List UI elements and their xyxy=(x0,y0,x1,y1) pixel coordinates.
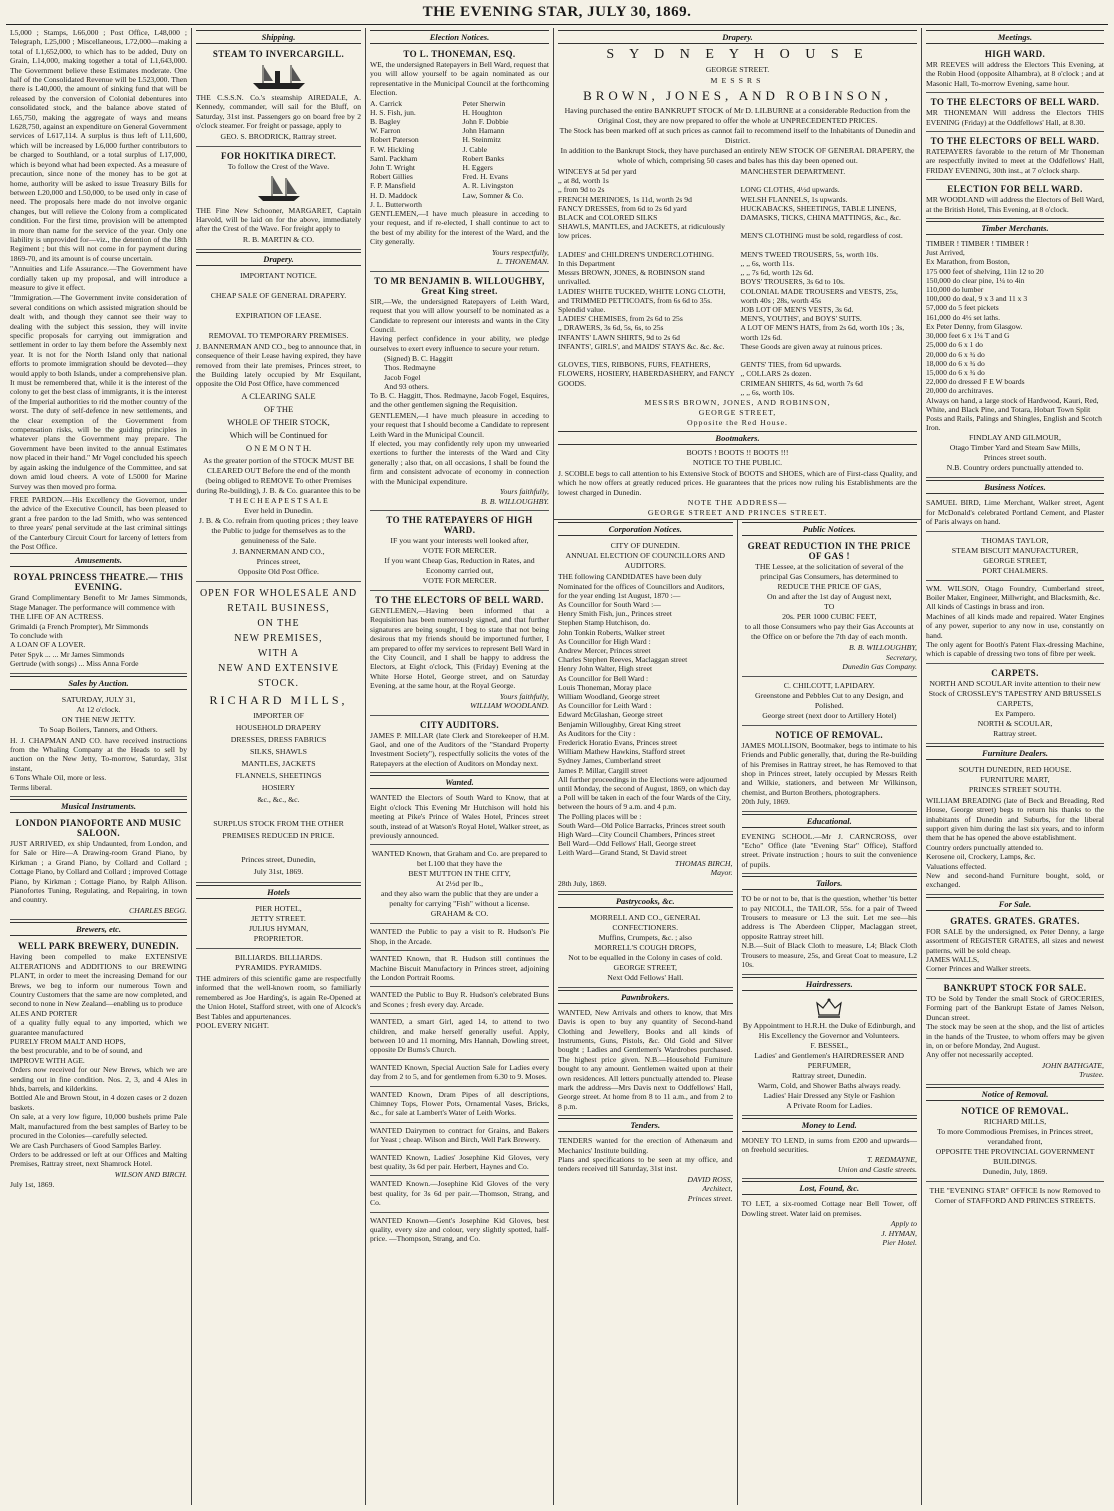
meeting-ad xyxy=(926,134,1104,180)
mercer-ad xyxy=(370,513,549,591)
columns xyxy=(6,28,1108,1505)
ad-heading: STEAM TO INVERCARGILL. xyxy=(212,49,345,59)
section-title-bootmakers: Bootmakers. xyxy=(558,431,917,445)
steamer-ad xyxy=(196,47,361,147)
money-ad xyxy=(742,1135,918,1180)
column-6 xyxy=(922,28,1108,1505)
ad-body: TENDERS wanted for the erection of Athenæum and Mechanics' Institute building. Plans and specifications to be seen at my office, and tenders received till Saturday, 31st inst. xyxy=(558,1136,733,1174)
timber-ad xyxy=(926,238,1104,478)
business-ad xyxy=(926,497,1104,531)
ad-body: By Appointment to H.R.H. the Duke of Edinburgh, and His Excellency the Governor and Volunteers. F. BESSEL, Ladies' and Gentlemen's HAIRDRESSER AND PERFUMER, Rattray street, Dunedin. Warm, Cold, and Shower Baths always ready. Ladies' Hair Dressed any Style or Fashion A Private Room for Ladies. xyxy=(742,1020,916,1110)
ad-body: WANTED Known, that Graham and Co. are prepared to bet L100 that they have the BEST MUTTON IN THE CITY, At 2½d per lb., and they also warn the public that they are under a penalty for carrying "Fish" without a license. GRAHAM & CO. xyxy=(371,849,548,919)
ad-heading: BANKRUPT STOCK FOR SALE. xyxy=(943,982,1087,993)
section-title-tailors: Tailors. xyxy=(742,876,918,890)
ad-body: WANTED, New Arrivals and others to know, that Mrs Davis is open to buy any quantity of Second-hand Clothing and Jewellery, Books and all kinds of Instruments, Guns, Pistols, &c. Old Gold and Silver bought ; Ladies and Gentlemen's Wardrobes purchased. The highest price given. N.B.—Household Furniture bought to any amount. Gentlemen waited upon at their own residences. All letters punctually attended to. Please mark the address—Mrs Davis next to Oddfellows' Hall, George street. At home from 8 to 11 a.m., and from 2 to 8 p.m. xyxy=(558,1007,733,1111)
ad-body: FOR SALE by the undersigned, ex Peter Denny, a large assortment of REGISTER GRATES, all sizes and newest patterns, will be sold cheap. JAMES WALLS, Corner Princes and Walker streets. xyxy=(926,926,1104,974)
wanted-ad xyxy=(370,847,549,924)
section-title-tenders: Tenders. xyxy=(558,1118,733,1132)
section-title-timber: Timber Merchants. xyxy=(926,221,1104,235)
column-2 xyxy=(192,28,366,1505)
billiards-ad xyxy=(196,951,361,1034)
ad-addressee: To B. C. Haggitt, Thos. Redmayne, Jacob Fogel, Esquires, and the other gentlemen signing the Requisition. xyxy=(370,390,549,410)
ad-signature: WILSON AND BIRCH. xyxy=(114,1169,187,1179)
wanted-ad xyxy=(370,926,549,951)
ad-heading: TO THE RATEPAYERS OF HIGH WARD. xyxy=(386,515,533,535)
ad-heading: SATURDAY, JULY 31, At 12 o'clock. ON THE NEW JETTY. To Soap Boilers, Tanners, and Others. xyxy=(39,694,158,734)
pier-hotel-ad xyxy=(196,902,361,949)
wanted-ad xyxy=(370,1016,549,1060)
ad-subheading: To follow the Crest of the Wave. xyxy=(227,161,330,171)
column-5 xyxy=(738,520,922,1505)
furniture-ad xyxy=(926,763,1104,895)
ad-body: THE admirers of this scientific game are respectfully informed that the well-known room, so familiarly remembered as Joe Harding's, is again Re-Opened at the Union Hotel, Stafford street, with one of Alcock's Best Tables and appurtenances. POOL EVERY NIGHT. xyxy=(196,973,361,1030)
ad-heading: GRATES. GRATES. GRATES. xyxy=(950,915,1080,926)
ad-list: IMPORTER OF HOUSEHOLD DRAPERY DRESSES, DRESS FABRICS SILKS, SHAWLS MANTLES, JACKETS FLANNELS, SHEETINGS HOSIERY &c., &c., &c. SURPLUS STOCK FROM THE OTHER PREMISES REDUCED IN PRICE. Princes street, Dunedin, July 31st, 1869. xyxy=(213,710,344,876)
auction-ad xyxy=(10,693,187,797)
section-title-brewers: Brewers, etc. xyxy=(10,922,187,936)
news-paragraph: L5,000 ; Stamps, L66,000 ; Post Office, L48,000 ; Telegraph, L25,000 ; Miscellaneous, L72,000—making a total of L1,652,000, to which has to be added, Duty on Grain, L14,000, making together a total of L1,643,000. The Government believe these Estimates moderate. One half of the Consolidated Revenue will be L523,000. Then there is L40,000, the amount of sinking fund that will be released by the conversion of Colonial debentures into consolidated stock, and the balance above stated of L65,750, making the aggregate of ways and means L628,750, against an expenditure on General Government services of L617,114. A surplus is thus left of L11,600, which will be increased by L6,000 further contributors to be charged to Southland, or a total surplus of L17,000, which is beyond what had been expected. As a measure of precaution, since none of the money has to be got at home, authority will be asked to issue Treasury Bills for between L20,000 and L50,000, to be used only in case of need. The proposals here made do not involve organic changes, but will relieve the Colony from a complicated condition. For the first time, provision will be attempted in more than name for the service of the year. Only one liability is unprovided for—viz., the detention of the 18th Regiment ; but this will not come in for payment during 1869-70, and its amount is of course uncertain. xyxy=(10,28,187,263)
column-3 xyxy=(366,28,554,1505)
ad-heading: BOOTS ! BOOTS !! BOOTS !!! NOTICE TO THE PUBLIC. xyxy=(686,448,789,468)
ad-signature: T. REDMAYNE, Union and Castle streets. xyxy=(838,1155,917,1174)
ad-signature: Apply to J. HYMAN, Pier Hotel. xyxy=(881,1219,917,1248)
ad-heading: GREAT REDUCTION IN THE PRICE OF GAS ! xyxy=(747,541,911,562)
ad-body: THE Lessee, at the solicitation of several of the principal Gas Consumers, has determined to REDUCE THE PRICE OF GAS, On and after the 1st day of August next, TO 20s. PER 1000 CUBIC FEET, to all those Consumers who pay their Gas Accounts at the Office on or before the 7th day of each month. xyxy=(744,562,914,642)
hairdresser-ad xyxy=(742,994,918,1116)
thoneman-requisition xyxy=(370,47,549,272)
ad-address: NOTE THE ADDRESS— GEORGE STREET AND PRINCES STREET. xyxy=(647,498,828,518)
signatory-lists xyxy=(370,99,549,209)
price-list: MANCHESTER DEPARTMENT. LONG CLOTHS, 4½d upwards. WELSH FLANNELS, 1s upwards. HUCKABACKS, SHEETINGS, TABLE LINENS, DAMASKS, TICKS, CHINA MATTINGS, &c., &c. MEN'S CLOTHING must be sold, regardless of cost. MEN'S TWEED TROUSERS, 5s, worth 10s. ,, ,, 6s, worth 11s. ,, ,, 7s 6d, worth 12s 6d. BOYS' TROUSERS, 3s 6d to 10s. COLONIAL MADE TROUSERS and VESTS, 25s, worth 40s ; 28s, worth 45s JOB LOT OF MEN'S VESTS, 3s 6d. MEN'S, YOUTHS', and BOYS' SUITS. A LOT OF MEN'S HATS, from 2s 6d, worth 10s ; 3s, worth 12s 6d. These Goods are given away at ruinous prices. GENTS' TIES, from 6d upwards. ,, COLLARS 2s dozen. CRIMEAN SHIRTS, 4s 6d, worth 7s 6d ,, ,, 6s, worth 10s. xyxy=(740,167,905,397)
ad-body: WANTED Known.—Josephine Kid Gloves of the very best quality, for 3s 6d per pair.—Thomson, Strang, and Co. xyxy=(370,1179,549,1208)
signatory-list: (Signed) B. C. Haggitt Thos. Redmayne Jacob Fogel And 93 others. xyxy=(384,354,453,391)
section-title-pastrycooks: Pastrycooks, &c. xyxy=(558,894,733,908)
meeting-ad xyxy=(926,182,1104,219)
mollison-removal-ad xyxy=(742,728,918,812)
ad-heading: LONDON PIANOFORTE AND MUSIC SALOON. xyxy=(15,818,182,839)
ad-heading: ELECTION FOR BELL WARD. xyxy=(947,184,1083,195)
news-paragraph: FREE PARDON.—His Excellency the Governor, under the advice of the Executive Council, has been pleased to grant a free pardon to the lad Smith, who was sentenced to three years' penal servitude at the last criminal sittings of the Canterbury Circuit Court for larceny of letters from the Post Office. xyxy=(10,492,187,551)
section-title-educational: Educational. xyxy=(742,814,918,828)
ad-body: THE C.S.S.N. Co.'s steamship AIREDALE, A. Kennedy, commander, will sail for the Bluff, on Saturday, 31st inst. Passengers go on board free by 2 o'clock steamer. For freight or passage, apply to xyxy=(196,93,361,131)
news-paragraph: "Immigration.—The Government invite consideration of several conditions on which assisted migration should be dealt with, and though they cannot see their way to dealing with the subject this session, they will invite specific proposals for carrying out immigration and settlement in order to lay them before the Assembly next year. It is not for the North Island only that national efforts to promote immigration should be devoted—they would apply to both Islands, under a comprehensive plan. It must be remembered that, while it is the interest of the colony to get the best class of immigrants, it is the interest of the Imperial authorities to rid the mother country of the worst. The duty of self-defence in new settlements, and the clear exemption of the Government from compensation risks, will be the guiding principles in whatever plans the Government may prepare. The Government have been invited to the annual Estimates now placed in their hand." Mr Vogel concluded his speech by again asking the indulgence of the Committee, and sat down amid loud cheers. A vote of L5000 for Marine Survey was then moved pro forma. xyxy=(10,293,188,491)
wanted-ad xyxy=(370,792,549,845)
ad-heading: HIGH WARD. xyxy=(984,49,1046,59)
ad-heading: S Y D N E Y H O U S E xyxy=(606,47,869,62)
ad-body: PIER HOTEL, JETTY STREET. JULIUS HYMAN, PROPRIETOR. xyxy=(248,903,309,943)
ad-reply: GENTLEMEN,—I have much pleasure in acceding to your request that I should become a Candidate to represent Leith Ward in the Municipal Council. If elected, you may confidently rely upon my unwearied exertions to further the interests of the Ward and City generally ; also that, on all occasions, I shall be found the firm and consistent advocate of economy in connection with the Municipal expenditure. xyxy=(370,410,549,486)
ad-body: MR REEVES will address the Electors This Evening, at the Robin Hood (opposite Alhambra), at 8 o'clock ; and at Masonic Hall, To-morrow Evening, same hour. xyxy=(926,60,1104,88)
section-title-shipping: Shipping. xyxy=(196,30,361,44)
ad-body: WM. WILSON, Otago Foundry, Cumberland street, Boiler Maker, Engineer, Millwright, and Blacksmith, &c. All kinds of Castings in brass and iron. Machines of all kinds made and repaired. Water Engines of any power, superior to any now in use, constantly on hand. The only agent for Booth's Patent Flax-dressing Machine, which is capable of dressing two tons of fibre per week. xyxy=(926,583,1104,659)
ad-body: Having purchased the entire BANKRUPT STOCK of Mr D. LILBURNE at a considerable Reduction from the Original Cost, they are now prepared to offer the whole at UNPRECEDENTED PRICES. The Stock has been marked off at such prices as cannot fail to recommend itself to the Inhabitants of Dunedin and District. In addition to the Bankrupt Stock, they have purchased an entirely NEW STOCK OF GENERAL DRAPERY, the whole of which, comprising 50 cases and bales has this day been opened out. xyxy=(559,106,916,165)
willoughby-requisition xyxy=(370,274,549,511)
ad-heading: WELL PARK BREWERY, DUNEDIN. xyxy=(18,941,179,952)
ad-body: IF you want your interests well looked after, VOTE FOR MERCER. If you want Cheap Gas, Reduction in Rates, and Economy carried out, VOTE FOR MERCER. xyxy=(384,536,535,585)
school-ad xyxy=(742,831,918,875)
section-title-music: Musical Instruments. xyxy=(10,799,187,813)
ad-body: RICHARD MILLS, To more Commodious Premises, in Princes street, verandahed front, OPPOSITE THE PROVINCIAL GOVERNMENT BUILDINGS. Dunedin, July, 1869. xyxy=(935,1116,1095,1176)
business-ad xyxy=(926,534,1104,581)
ad-body: SIR,—We, the undersigned Ratepayers of Leith Ward, request that you will allow yourself to be nominated as a Candidate to represent our interests and wants in the City Council. Having perfect confidence in your ability, we pledge ourselves to exert every influence to secure your return. xyxy=(370,296,549,353)
ad-body: H. J. CHAPMAN AND CO. have received instructions from the Whaling Company at the Heads to sell by auction on the New Jetty, To-morrow, Saturday, 31st instant, 6 Tons Whale Oil, more or less. Terms liberal. xyxy=(10,735,187,792)
ad-body: WANTED the Public to Buy R. Hudson's celebrated Buns and Scones ; fresh every day. Arcade. xyxy=(370,990,549,1009)
price-list: WINCEYS at 5d per yard ,, at 8d, worth 1s ,, from 9d to 2s FRENCH MERINOES, 1s 11d, worth 2s 9d FANCY DRESSES, from 6d to 2s 6d yard BLACK and COLORED SILKS SHAWLS, MANTLES, and JACKETS, at ridiculously low prices. LADIES' and CHILDREN'S UNDERCLOTHING. In this Department Messrs BROWN, JONES, & ROBINSON stand unrivalled. LADIES' WHITE TUCKED, WHITE LONG CLOTH, and TRIMMED PETTICOATS, from 6s 6d to 35s. Splendid value. LADIES' CHEMISES, from 2s 6d to 25s ,, DRAWERS, 3s 6d, 5s, 6s, to 25s INFANTS' LAWN SHIRTS, 9d to 2s 6d INFANTS', GIRLS', and MAIDS' STAYS &c. &c. &c. GLOVES, TIES, RIBBONS, FURS, FEATHERS, FLOWERS, HOSIERY, HABERDASHERY, and FANCY GOODS. xyxy=(558,167,735,388)
ad-body: WANTED Known, Special Auction Sale for Ladies every day from 2 to 5, and for gentlemen from 6.30 to 9. Moses. xyxy=(370,1062,549,1082)
ad-signature: GEO. S. BRODRICK, Rattray street. xyxy=(220,131,337,141)
ad-body: NORTH AND SCOULAR invite attention to their new Stock of CROSSLEY'S TAPESTRY AND BRUSSELS CARPETS, Ex Pampero. NORTH & SCOULAR, Rattray street. xyxy=(928,678,1102,738)
section-title-elections: Election Notices. xyxy=(370,30,549,44)
ad-heading: NOTICE OF REMOVAL. xyxy=(961,1105,1069,1116)
ad-body: J. SCOBLE begs to call attention to his Extensive Stock of BOOTS and SHOES, which are of First-class Quality, and which he now offers at greatly reduced prices. He guarantees that the prices now ruling his Establishments are the lowest charged in Dunedin. xyxy=(558,469,917,497)
to-let-ad xyxy=(742,1198,918,1251)
wanted-ad xyxy=(370,1125,549,1150)
bannerman-ad xyxy=(196,269,361,582)
ad-signature: CHARLES BEGG. xyxy=(128,905,187,915)
section-title-amusements: Amusements. xyxy=(10,553,187,567)
ad-heading: SOUTH DUNEDIN, RED HOUSE. FURNITURE MART, PRINCES STREET SOUTH. xyxy=(958,764,1072,794)
ad-heading: TO THE ELECTORS OF BELL WARD. xyxy=(930,97,1100,108)
grates-ad xyxy=(926,914,1104,979)
ad-signature: Yours faithfully, WILLIAM WOODLAND. xyxy=(470,691,549,711)
ad-signature: MESSRS BROWN, JONES, AND ROBINSON, GEORGE STREET, Opposite the Red House. xyxy=(644,398,831,428)
ad-body: TO be Sold by Tender the small Stock of GROCERIES, Forming part of the Bankrupt Estate of James Nelson, Duncan street. The stock may be seen at the shop, and the list of articles in the hands of the Trustee, to whom offers may be given in, on or before Monday, 2nd August. Any offer not necessarily accepted. xyxy=(926,993,1104,1060)
ad-body: MR WOODLAND will address the Electors of Bell Ward, at the British Hotel, This Evening, at 8 o'clock. xyxy=(926,195,1104,214)
ad-heading: ROYAL PRINCESS THEATRE.— THIS EVENING. xyxy=(13,572,184,593)
wanted-ad xyxy=(370,1089,549,1123)
section-title-drapery: Drapery. xyxy=(558,30,917,44)
evening-star-removal-ad xyxy=(926,1184,1104,1210)
ad-body: WILLIAM BREADING (late of Beck and Breading, Red House, George street) begs to return his thanks to the inhabitants of Dunedin and Suburbs, for the liberal support given him during the last six years, and to inform them that he has opened the above establishment. Country orders punctually attended to. Kerosene oil, Crockery, Lamps, &c. Valuations effected. New and second-hand Furniture bought, sold, or exchanged. xyxy=(926,795,1104,890)
ad-body: WANTED Known, that R. Hudson still continues the Machine Biscuit Manufactory in Princes street, adjoining the London Portrait Rooms. xyxy=(370,954,549,982)
section-title-drapery: Drapery. xyxy=(196,252,361,266)
ad-subheading: MESSRS xyxy=(710,76,765,85)
ad-body: THE following CANDIDATES have been duly Nominated for the offices of Councillors and Auditors, for the year ending 1st August, 1870 :— As Councillor for South Ward :— Henry Smith Fish, jun., Princes street Stephen Stamp Hutchison, do. John Tonkin Roberts, Walker street As Councillor for High Ward : Andrew Mercer, Princes street Charles Stephen Reeves, Maclaggan street Henry John Walter, High street As Councillor for Bell Ward : Louis Thoneman, Moray place William Woodland, George street As Councillor for Leith Ward : Edward McGlashan, George street Benjamin Willoughby, Great King street As Auditors for the City : Frederick Horatio Evans, Princes street William Mathew Hawkins, Stafford street Sydney James, Cumberland street James P. Millar, Cargill street All further proceedings in the Elections were adjourned until Monday, the second of August, 1869, on which day a Poll will be taken in each of the four Wards of the City, between the hours of 9 a.m. and 4 p.m. The Polling places will be : South Ward—Old Police Barracks, Princes street south High Ward—City Council Chambers, Princes street Bell Ward—Odd Fellows' Hall, George street Leith Ward—Grand Stand, St David street xyxy=(558,572,731,858)
ad-date: July 1st, 1869. xyxy=(10,1180,55,1190)
ad-body: GENTLEMEN,—Having been informed that a Requisition has been numerously signed, and that further signatures are being sought, I beg to state that not being desirous that my friends should be importuned further, I am prepared to offer my services to represent Bell Ward in the City Council, and I shall be happy to address the Electors, at Eight o'clock, This (Friday) Evening at the White Horse Hotel, George street, and on Saturday Evening, at the same hour, at the Royal George. xyxy=(370,606,549,691)
ad-date: 28th July, 1869. xyxy=(558,878,607,888)
ad-heading: TO MR BENJAMIN B. WILLOUGHBY, Great King street. xyxy=(374,275,545,296)
section-title-money: Money to Lend. xyxy=(742,1118,918,1132)
ad-body: JUST ARRIVED, ex ship Undaunted, from London, and for Sale or Hire—A Drawing-room Grand Piano, by Kirkman ; a Grand Piano, by Collard and Collard ; Cottage Piano, by Collard and Collard ; improved Cottage Piano, by Kirkman ; Cottage Piano, by Ralph Allison. Pianofortes Tuning, Regulating, and Repairing, in town and country. xyxy=(10,839,187,905)
ad-body: JAMES P. MILLAR (late Clerk and Storekeeper of H.M. Gaol, and one of the Auditors of the "Standard Property Investment Society"), respectfully solicits the votes of the Ratepayers at the election of Auditors on Monday next. xyxy=(370,730,549,768)
ad-heading: TO THE ELECTORS OF BELL WARD. xyxy=(375,595,544,605)
column-4 xyxy=(554,520,738,1505)
ad-heading: CITY OF DUNEDIN. ANNUAL ELECTION OF COUNCILLORS AND AUDITORS. xyxy=(565,541,726,571)
ad-body: TO LET, a six-roomed Cottage near Bell Tower, off Dowling street. Water laid on premises. xyxy=(741,1199,917,1218)
ad-subheading: GEORGE STREET. xyxy=(705,65,770,74)
ad-signature: Yours respectfully, L. THONEMAN. xyxy=(491,247,549,267)
ad-body: EVENING SCHOOL.—Mr J. CARNCROSS, over "Echo" Office (late "Evening Star" Office), Stafford street. Private instruction ; hours to suit the convenience of pupils. xyxy=(741,831,917,869)
section-title-auction: Sales by Auction. xyxy=(10,676,187,690)
ad-signature: FINDLAY AND GILMOUR, Otago Timber Yard and Steam Saw Mills, Princes street south. N.B. Country orders punctually attended to. xyxy=(946,433,1084,473)
ad-reply: GENTLEMEN,—I have much pleasure in acceding to your request, and if re-elected, I shall continue to act to the best of my ability for the interest of the Ward, and the City generally. xyxy=(370,209,549,247)
bankrupt-stock-ad xyxy=(926,981,1104,1085)
ad-heading: FOR HOKITIKA DIRECT. xyxy=(220,150,337,161)
ad-body: As the greater portion of the STOCK MUST BE CLEARED OUT Before the end of the month (being obliged to REMOVE To other Premises during Re-building), J. B. & Co. guarantee this to be T H E C H E A P E S T S A L E Ever held in Dunedin. J. B. & Co. refrain from quoting prices ; they leave the Public to judge for themselves as to the genuineness of the Sale. xyxy=(196,455,361,545)
lower-columns xyxy=(554,519,921,1505)
signatory-list: Peter Sherwin H. Houghton John F. Dobbie John Hamann H. Steinmitz J. Cable Robert Banks H. Eggers Fred. H. Evans A. R. Livingston Law, Somner & Co. xyxy=(462,98,524,200)
ad-body: TO be or not to be, that is the question, whether 'tis better to pay NICOLL, the TAILOR, 55s. for a pair of Tweed Trousers to measure or L3 the suit. Let me see—his address is The Aberdeen Clipper, Maclaggan street, opposite Rattray street hill. N.B.—Suit of Black Cloth to measure, L4; Black Cloth Trousers to measure, 25s, and Great Coat to measure, L2 10s. xyxy=(741,894,917,970)
ad-heading: CITY AUDITORS. xyxy=(419,719,500,730)
ad-name: BROWN, JONES, AND ROBINSON, xyxy=(583,88,892,103)
ad-signature: J. BANNERMAN AND CO., Princes street, Opposite Old Post Office. xyxy=(232,546,325,576)
ad-body: SAMUEL BIRD, Lime Merchant, Walker street, Agent for McDonald's celebrated Portland Cement, and Plaster of Paris always on hand. xyxy=(926,498,1104,527)
ad-body: WANTED Known, Dram Pipes of all descriptions, Chimney Tops, Flower Pots, Ornamental Vases, Bricks, &c., for sale at Lambert's Water of Leith Works. xyxy=(370,1089,549,1118)
ad-heading: NOTICE OF REMOVAL. xyxy=(775,729,883,740)
signatory-list: A. Carrick H. S. Fish, jun. B. Bagley W. Farron Robert Paterson F. W. Hickling Saml. Packham John T. Wright Robert Gillies F. P. Mansfield H. D. Maddock J. L. Butterworth xyxy=(370,98,422,209)
business-ad xyxy=(926,583,1104,664)
wanted-ad xyxy=(370,1215,549,1248)
piano-ad xyxy=(10,816,187,920)
ad-body: THE Fine New Schooner, MARGARET, Captain Harvold, will be laid on for the above, immediately after the Crest of the Wave. For freight apply to xyxy=(196,205,361,234)
woodland-ad xyxy=(370,593,549,716)
steamship-icon xyxy=(249,61,309,91)
city-election-notice xyxy=(558,539,733,892)
wanted-ad xyxy=(370,989,549,1014)
section-title-wanted: Wanted. xyxy=(370,775,549,789)
ad-body: Grand Complimentary Benefit to Mr James Simmonds, Stage Manager. The performance will commence with THE LIFE OF AN ACTRESS. Grimaldi (a French Prompter), Mr Simmonds To conclude with A LOAN OF A LOVER. Peter Spyk ... ... Mr James Simmonds Gertrude (with songs) ... Miss Anna Forde xyxy=(10,593,187,669)
ad-heading: TO L. THONEMAN, ESQ. xyxy=(403,49,516,59)
schooner-icon xyxy=(254,174,304,204)
mills-removal-ad xyxy=(926,1104,1104,1182)
ad-body: MONEY TO LEND, in sums from £200 and upwards—on freehold securities. xyxy=(741,1135,917,1154)
ad-body: THE "EVENING STAR" OFFICE Is now Removed to Corner of STAFFORD AND PRINCES STREETS. xyxy=(929,1185,1101,1205)
wanted-ad xyxy=(370,953,549,987)
ad-body: WANTED the Public to pay a visit to R. Hudson's Pie Shop, in the Arcade. xyxy=(370,927,549,946)
scoble-ad xyxy=(554,429,921,519)
ad-body: WANTED Known, Ladies' Josephine Kid Gloves, very best quality, 3s 6d per pair. Herbert, Haynes and Co. xyxy=(370,1152,549,1172)
section-title-public: Public Notices. xyxy=(742,522,918,536)
wanted-ad xyxy=(370,1062,549,1087)
section-title-hairdressers: Hairdressers. xyxy=(742,977,918,991)
ad-body: WANTED the Electors of South Ward to Know, that at Eight o'clock This Evening Mr Hutchison will hold his meeting at Pike's Prince of Wales Hotel, Princes street south, instead of at Watson's Royal Hotel, Walker street, as previously announced. xyxy=(370,793,549,840)
ad-body: WANTED Dairymen to contract for Grains, and Bakers for Yeast ; cheap. Wilson and Birch, Well Park Brewery. xyxy=(370,1125,549,1145)
ad-body: C. CHILCOTT, LAPIDARY. Greenstone and Pebbles Cut to any Design, and Polished. George street (next door to Artillery Hotel) xyxy=(754,680,904,720)
morrell-ad xyxy=(558,911,733,988)
tailor-ad xyxy=(742,893,918,974)
ad-body: WANTED, a smart Girl, aged 14, to attend to two children, and make herself generally useful. Apply, between 10 and 11 morning, Mrs Hannah, Dowling street, opposite Dr Burns's Church. xyxy=(370,1017,549,1055)
sydney-house-ad xyxy=(554,28,921,429)
masthead: THE EVENING STAR, JULY 30, 1869. xyxy=(6,0,1108,25)
ad-signature: B. B. WILLOUGHBY, Secretary, Dunedin Gas Company. xyxy=(842,643,917,672)
price-lists xyxy=(558,167,917,397)
section-title-meetings: Meetings. xyxy=(926,30,1104,44)
ad-heading: OPEN FOR WHOLESALE AND RETAIL BUSINESS, ON THE NEW PREMISES, WITH A NEW AND EXTENSIVE STOCK. xyxy=(199,587,358,689)
column-4-5 xyxy=(554,28,922,1505)
section-title-furniture: Furniture Dealers. xyxy=(926,746,1104,760)
ad-body: THOMAS TAYLOR, STEAM BISCUIT MANUFACTURER, GEORGE STREET, PORT CHALMERS. xyxy=(951,535,1079,575)
ad-signature: R. B. MARTIN & CO. xyxy=(242,234,315,244)
ad-feature: A CLEARING SALE OF THE WHOLE OF THEIR STOCK, Which will be Continued for O N E M O N T H. xyxy=(227,390,330,453)
ad-name: RICHARD MILLS, xyxy=(209,692,348,707)
section-title-for-sale: For Sale. xyxy=(926,897,1104,911)
ad-body: WE, the undersigned Ratepayers in Bell Ward, request that you will allow yourself to be again nominated as our representative in the Municipal Council at the forthcoming Election. xyxy=(370,60,549,98)
meeting-ad xyxy=(926,95,1104,132)
section-title-hotels: Hotels xyxy=(196,885,361,899)
section-title-removal: Notice of Removal. xyxy=(926,1087,1104,1101)
section-title-business: Business Notices. xyxy=(926,480,1104,494)
ad-signature: JOHN BATHGATE, Trustee. xyxy=(1041,1060,1104,1080)
ad-body: MR THONEMAN Will address the Electors THIS EVENING (Friday) at the Oddfellows' Hall, at 8.30. xyxy=(926,108,1104,127)
wanted-ad xyxy=(370,1152,549,1177)
royal-crest-icon xyxy=(812,997,846,1019)
section-title-lost-found: Lost, Found, &c. xyxy=(742,1181,918,1195)
ad-body: JAMES MOLLISON, Bootmaker, begs to intimate to his Friends and Public generally, that, during the Re-building of his Premises in Rattray street, he has Removed to that shop in Princes street, lately occupied by Messrs Reith and Wilkie, stationers, and between Mr Wilkinson, chemist, and Burton Brothers, photographers. 20th July, 1869. xyxy=(741,740,917,807)
ad-body: MORRELL AND CO., GENERAL CONFECTIONERS. Muffins, Crumpets, &c. ; also MORRELL'S COUGH DROPS, Not to be equalled in the Colony in cases of cold. GEORGE STREET, Next Odd Fellows' Hall. xyxy=(568,912,723,982)
news-paragraph: "Annuities and Life Assurance.—The Government have cordially taken up my proposal, and will introduce a measure to give it effect. xyxy=(10,264,187,292)
ad-signature: THOMAS BIRCH, Mayor. xyxy=(674,858,733,878)
brewery-ad xyxy=(10,939,187,1192)
section-title-corporation: Corporation Notices. xyxy=(558,522,733,536)
ad-signature: DAVID ROSS, Architect, Princes street. xyxy=(687,1174,733,1203)
ad-heading: BILLIARDS. BILLIARDS. PYRAMIDS. PYRAMIDS. xyxy=(234,952,323,972)
ad-body: Having been compelled to make EXTENSIVE ALTERATIONS and ADDITIONS to our BREWING PLANT, in order to meet the increasing Demand for our Brews, we beg to inform our numerous Town and Country Customers that the same are now completed, and second to none in New Zealand—enabling us to produce ALES AND PORTER of a quality fully equal to any imported, which we guarantee manufactured PURELY FROM MALT AND HOPS, the best procurable, and to be of sound, and IMPROVE WITH AGE. Orders now received for our New Brews, which we are sending out in fine condition. Nos. 2, 3, and 4 Ales in hhds, barrels, and kilderkins. Bottled Ale and Brown Stout, in 4 dozen cases or 2 dozen baskets. On sale, at a very low figure, 10,000 bushels prime Pale Malt, manufactured from the best samples of Barley to be procured in the Colonies—carefully selected. We are Cash Purchasers of Good Samples Barley. Orders to be addressed or left at our Offices and Malting Premises, Rattray street, next Shamrock Hotel. xyxy=(10,952,187,1169)
ad-heading: CARPETS. xyxy=(991,667,1039,678)
auditors-ad xyxy=(370,718,549,774)
ad-heading: IMPORTANT NOTICE. CHEAP SALE OF GENERAL DRAPERY. EXPIRATION OF LEASE. REMOVAL TO TEMPORARY PREMISES. xyxy=(208,270,349,340)
ad-body: RATEPAYERS favorable to the return of Mr Thoneman are respectfully invited to meet at the Oddfellows' Hall, FRIDAY EVENING, 30th inst., at 7 o'clock sharp. xyxy=(926,147,1104,175)
ad-signature: Yours faithfully, B. B. WILLOUGHBY. xyxy=(481,487,549,506)
tender-ad xyxy=(558,1135,733,1207)
richard-mills-ad xyxy=(196,584,361,883)
pawnbroker-ad xyxy=(558,1007,733,1116)
ad-body: TIMBER ! TIMBER ! TIMBER ! Just Arrived, Ex Marathon, from Boston, 175 000 feet of shelving, 11in 12 to 20 150,000 do clear pine, 1¼ to 4in 110,000 do lumber 100,000 do deal, 9 x 3 and 11 x 3 57,000 do 5 feet pickets 161,000 do 4½ set laths. Ex Peter Denny, from Glasgow. 30,000 feet 6 x 1¼ T and G 25,000 do 6 x 1 do 20,000 do 6 x ¾ do 18,000 do 6 x ¾ do 15,000 do 6 x ¾ do 22,000 do dressed F E W boards 20,000 do architraves. Always on hand, a large stock of Hardwood, Kauri, Red, White, and Black Pine, and Totara, Hobart Town Split Posts and Rails, Palings and Shingles, English and Scotch Iron. xyxy=(926,239,1102,433)
lapidary-ad xyxy=(742,679,918,726)
schooner-ad xyxy=(196,149,361,250)
ad-body: WANTED Known—Gent's Josephine Kid Gloves, best quality, every size and colour, very slightly spotted, half-price. —Thompson, Strang, and Co. xyxy=(370,1215,549,1244)
section-title-pawnbrokers: Pawnbrokers. xyxy=(558,990,733,1004)
gas-ad xyxy=(742,539,918,677)
wanted-ad xyxy=(370,1178,549,1212)
meeting-ad xyxy=(926,47,1104,93)
theatre-ad xyxy=(10,570,187,673)
column-1 xyxy=(6,28,192,1505)
ad-body: J. BANNERMAN AND CO., beg to announce that, in consequence of their Lease having expired, they have removed from their late premises, Princes street, to the Building lately occupied by Mr Esquilant, opposite the Old Post Office, have commenced xyxy=(196,341,361,389)
ad-heading: TO THE ELECTORS OF BELL WARD. xyxy=(930,136,1100,147)
carpets-ad xyxy=(926,666,1104,744)
